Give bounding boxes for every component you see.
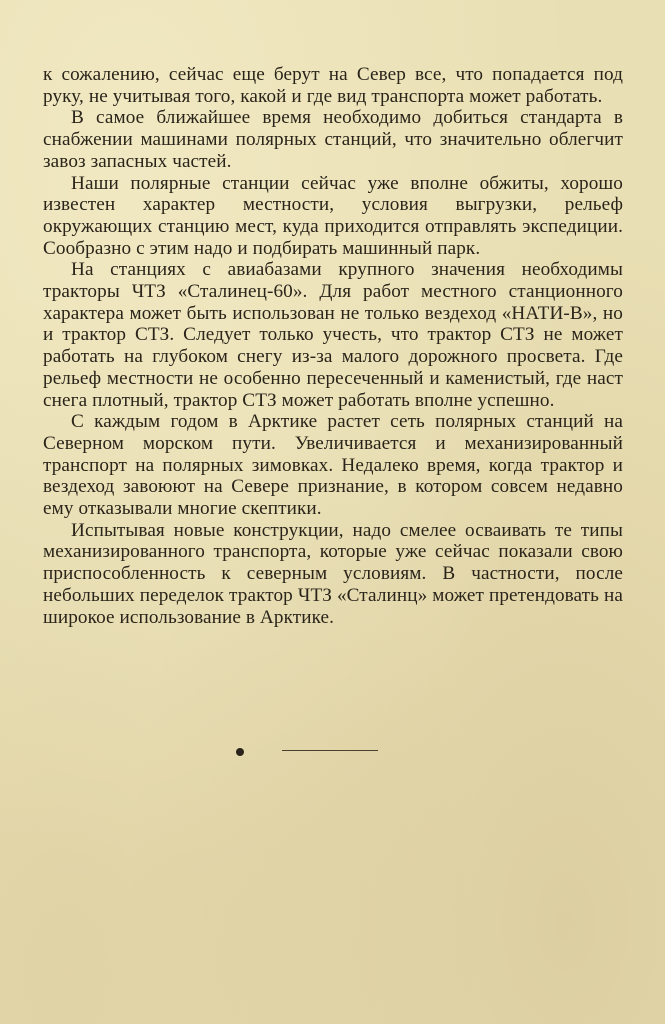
paragraph-1: к сожалению, сейчас еще берут на Север все, что попадается под руку, не учитывая того, какой и где вид транспорта может работать.	[43, 64, 623, 107]
paragraph-4: На станциях с авиабазами крупного значения необходимы тракторы ЧТЗ «Сталинец-60». Для работ местного станционного характера может быть использован не только вездеход «НАТИ-В», но и трактор СТЗ. Следует только учесть, что трактор СТЗ не может работать на глубоком снегу из-за малого дорожного просвета. Где рельеф местности не особенно пересеченный и каменистый, где наст снега плотный, трактор СТЗ может работать вполне успешно.	[43, 259, 623, 411]
end-rule-divider	[282, 750, 378, 751]
text-body	[43, 64, 623, 628]
end-dot	[236, 748, 244, 756]
paragraph-5: С каждым годом в Арктике растет сеть полярных станций на Северном морском пути. Увеличивается и механизированный транспорт на полярных зимовках. Недалеко время, когда трактор и вездеход завоюют на Севере признание, в котором совсем недавно ему отказывали многие скептики.	[43, 411, 623, 520]
paragraph-6: Испытывая новые конструкции, надо смелее осваивать те типы механизированного транспорта, которые уже сейчас показали свою приспособленность к северным условиям. В частности, после небольших переделок трактор ЧТЗ «Сталинц» может претендовать на широкое использование в Арктике.	[43, 519, 623, 628]
paragraph-3: Наши полярные станции сейчас уже вполне обжиты, хорошо известен характер местности, условия выгрузки, рельеф окружающих станцию мест, куда приходится отправлять экспедиции. Сообразно с этим надо и подбирать машинный парк.	[43, 172, 623, 259]
paragraph-2: В самое ближайшее время необходимо добиться стандарта в снабжении машинами полярных станций, что значительно облегчит завоз запасных частей.	[43, 107, 623, 172]
